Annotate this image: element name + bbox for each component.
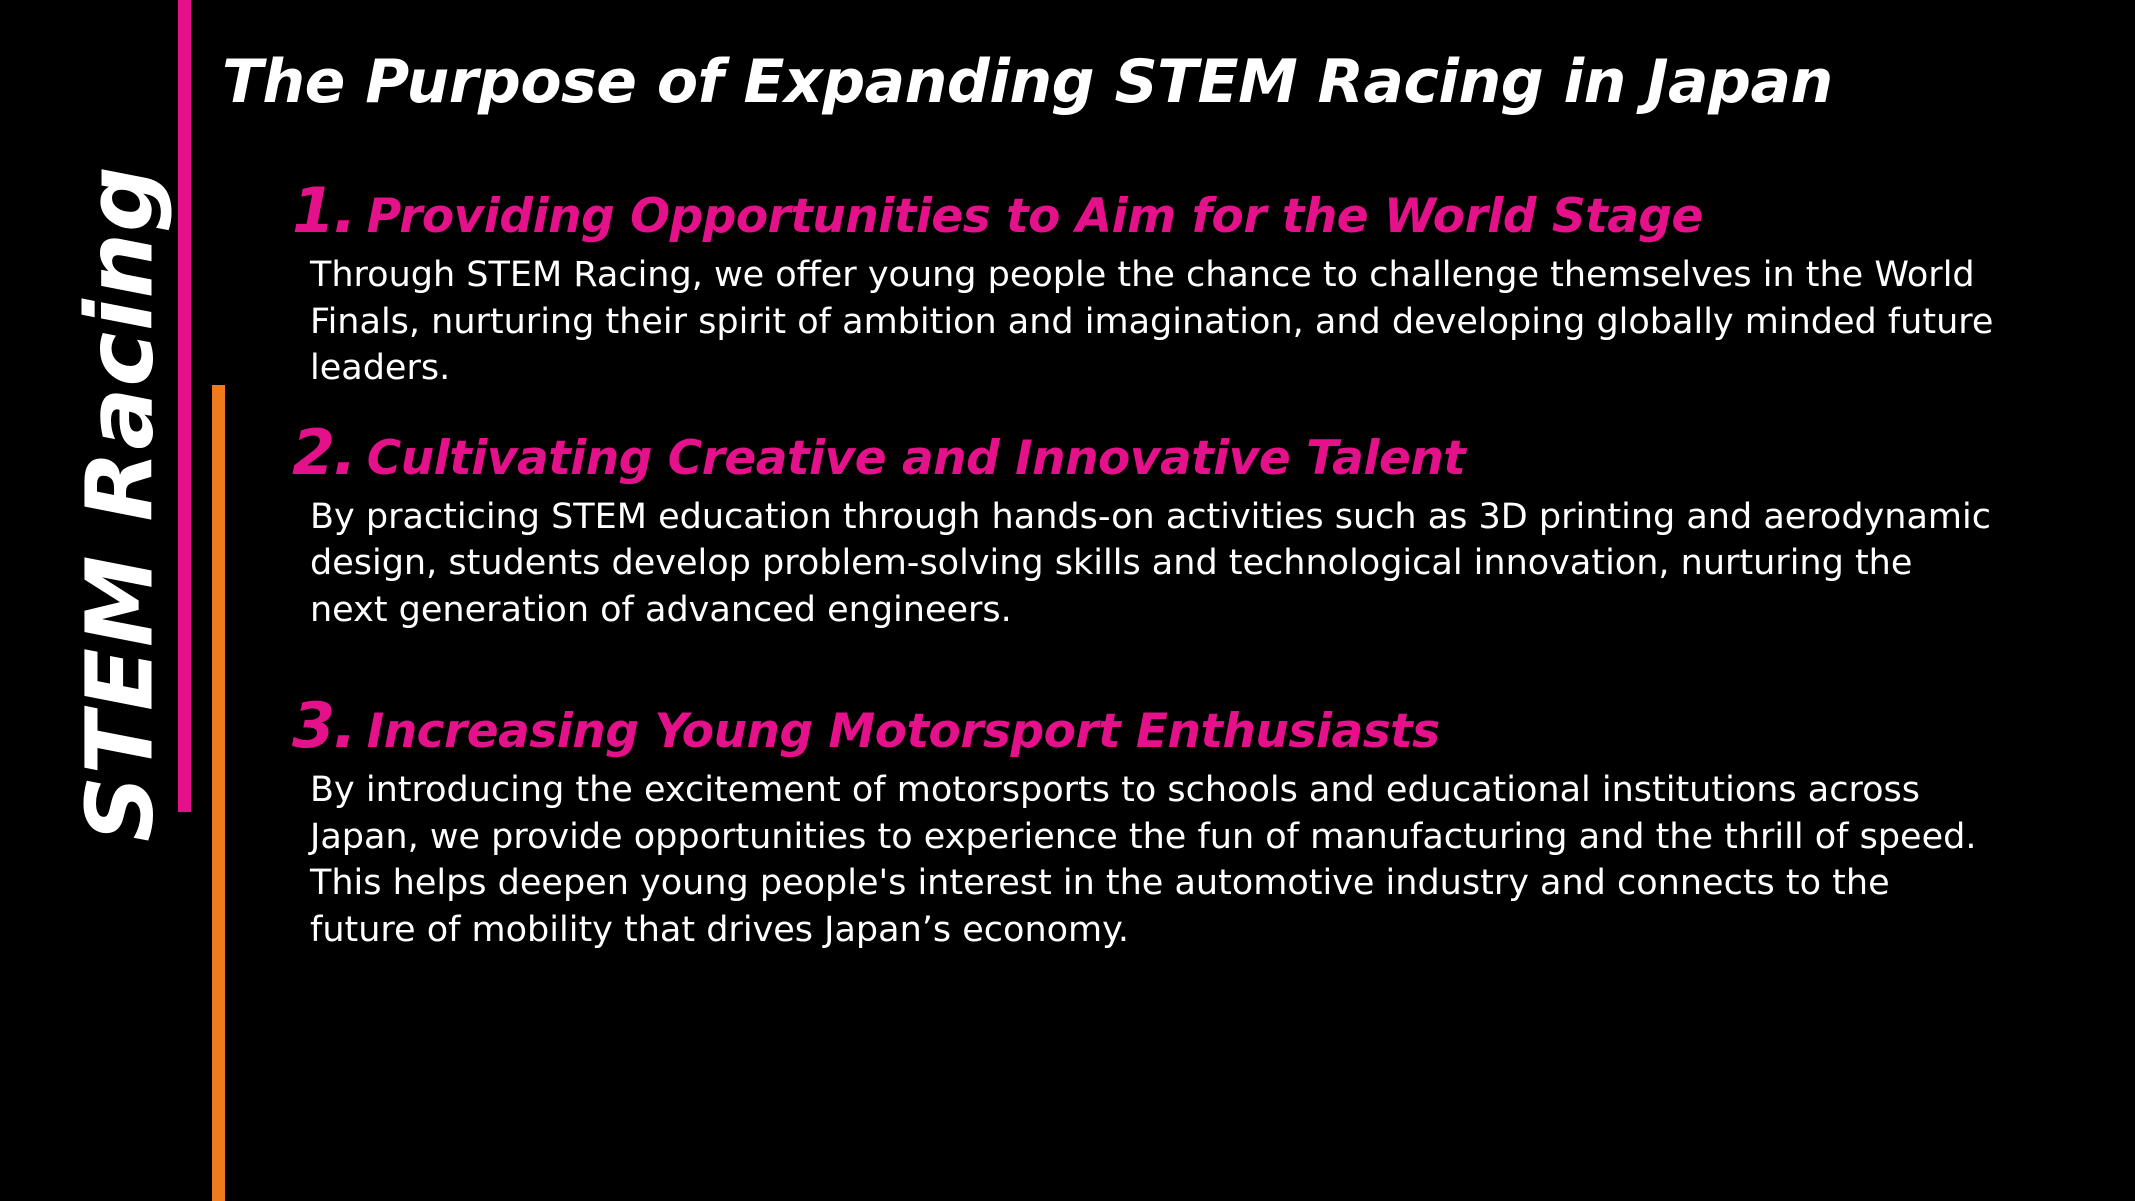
item-heading	[292, 415, 2092, 489]
item-title: Cultivating Creative and Innovative Talent	[366, 430, 1466, 486]
list-item	[292, 174, 2092, 392]
page-title: The Purpose of Expanding STEM Racing in Japan	[222, 47, 1833, 117]
content-column	[222, 0, 2102, 1201]
item-heading	[292, 689, 2092, 763]
item-number: 2.	[292, 415, 355, 489]
pink-vertical-rule	[178, 0, 191, 812]
brand-vertical-label: STEM Racing	[66, 165, 174, 842]
brand-sidebar	[0, 0, 180, 1201]
purpose-list	[292, 174, 2092, 953]
item-title: Increasing Young Motorsport Enthusiasts	[366, 704, 1440, 760]
list-item	[292, 415, 2092, 634]
item-heading	[292, 174, 2092, 247]
item-number: 3.	[292, 689, 355, 763]
item-body: By introducing the excitement of motorsports to schools and educational institutions across Japan, we provide opportunities to experience the fun of manufacturing and the thrill of speed. This helps deepen young people's interest in the automotive industry and connects to the future of mobility that drives Japan’s economy.	[310, 770, 1977, 950]
item-body: Through STEM Racing, we offer young people the chance to challenge themselves in the World Finals, nurturing their spirit of ambition and imagination, and developing globally minded future leaders.	[310, 255, 1994, 389]
list-item	[292, 689, 2092, 953]
item-body: By practicing STEM education through hands-on activities such as 3D printing and aerodynamic design, students develop problem-solving skills and technological innovation, nurturing the next generation of advanced engineers.	[310, 496, 1991, 630]
item-title: Providing Opportunities to Aim for the World Stage	[366, 189, 1703, 244]
item-number: 1.	[292, 174, 355, 247]
